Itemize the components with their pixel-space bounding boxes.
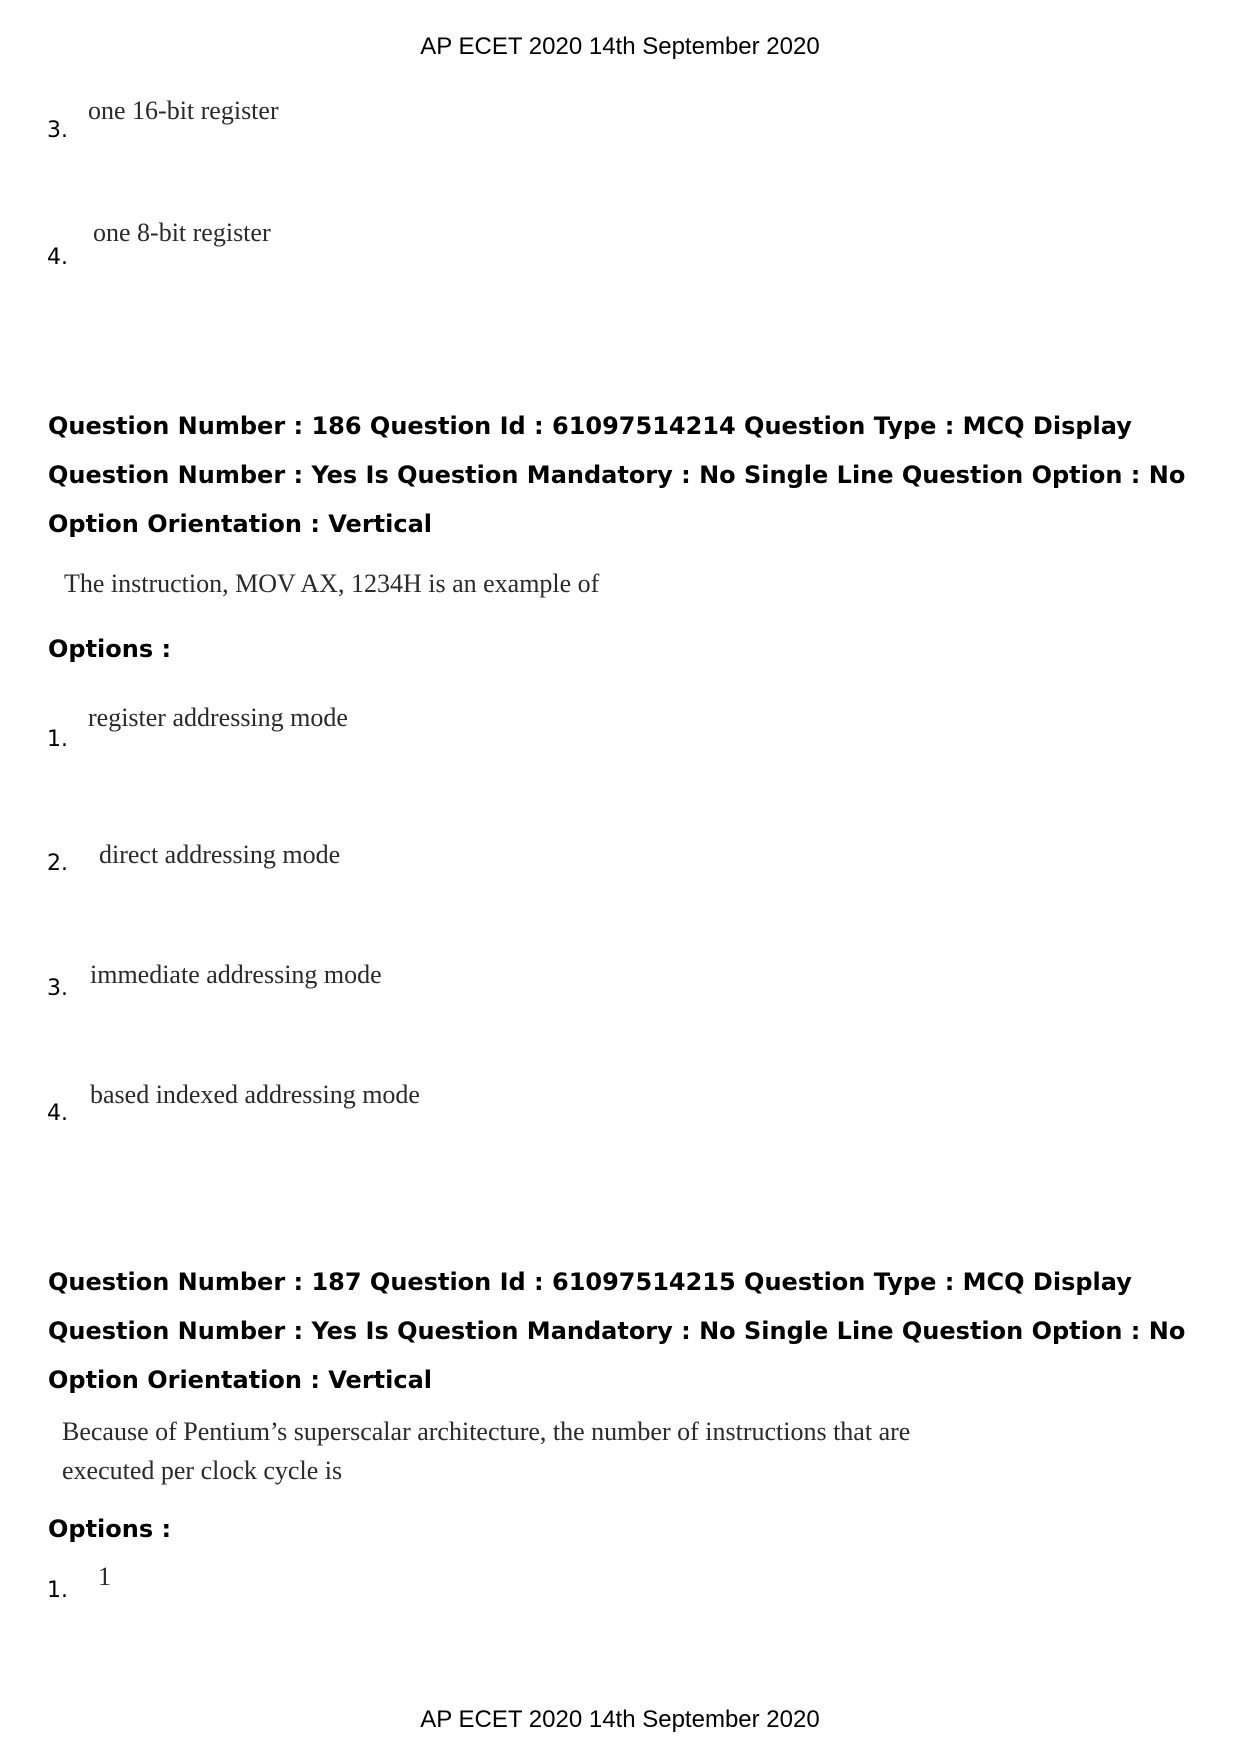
option-text: immediate addressing mode [90, 960, 382, 989]
options-label: Options : [48, 1515, 172, 1543]
option-text: 1 [98, 1562, 111, 1591]
option-number: 1. [47, 727, 68, 752]
option-number: 3. [47, 976, 68, 1001]
option-number: 3. [47, 118, 68, 143]
question-text: Because of Pentium’s superscalar architecture, the number of instructions that are executed per clock cycle is [62, 1417, 911, 1485]
option-text: based indexed addressing mode [90, 1080, 420, 1109]
option-number: 2. [47, 851, 68, 876]
option-number: 4. [47, 1101, 68, 1126]
options-label: Options : [48, 635, 172, 663]
option-text: register addressing mode [88, 703, 348, 732]
question-meta: Question Number : 186 Question Id : 61097514214 Question Type : MCQ Display Question Number : Yes Is Question Mandatory : No Single Line Question Option : No Option Orientation : Vertical [48, 412, 1186, 538]
question-text: The instruction, MOV AX, 1234H is an example of [64, 569, 600, 598]
question-meta: Question Number : 187 Question Id : 61097514215 Question Type : MCQ Display Question Number : Yes Is Question Mandatory : No Single Line Question Option : No Option Orientation : Vertical [48, 1268, 1186, 1394]
page-header: AP ECET 2020 14th September 2020 [420, 33, 820, 60]
option-text: one 8-bit register [93, 218, 271, 247]
option-text: one 16-bit register [88, 96, 279, 125]
option-text: direct addressing mode [99, 840, 341, 869]
option-number: 4. [47, 245, 68, 270]
page-footer: AP ECET 2020 14th September 2020 [420, 1706, 820, 1733]
option-number: 1. [47, 1578, 68, 1603]
